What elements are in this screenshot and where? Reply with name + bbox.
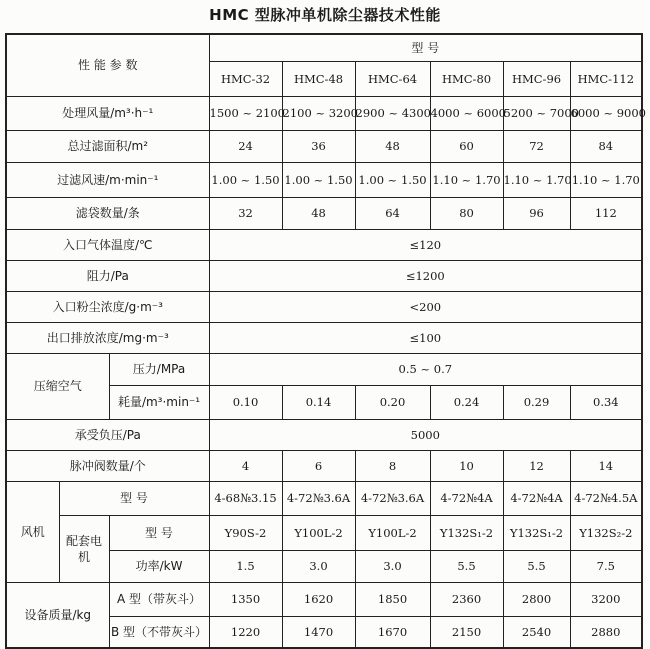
table-cell: 80	[430, 197, 503, 229]
table-cell: 0.24	[430, 385, 503, 419]
table-cell: 0.10	[209, 385, 282, 419]
row-label-pulse-valves: 脉冲阀数量/个	[6, 450, 209, 481]
table-cell: 1220	[209, 616, 282, 648]
table-cell: 60	[430, 130, 503, 162]
group-label-motor: 配套电机	[59, 515, 109, 582]
table-row	[6, 515, 642, 550]
table-cell: 1.5	[209, 550, 282, 582]
table-cell: 2540	[503, 616, 570, 648]
table-cell: 0.20	[355, 385, 430, 419]
table-cell: 1500 ~ 2100	[209, 96, 282, 130]
row-label-motor-power: 功率/kW	[109, 550, 209, 582]
table-cell: 1.00 ~ 1.50	[355, 162, 430, 197]
group-label-fan: 风机	[6, 481, 59, 582]
table-cell: Y90S-2	[209, 515, 282, 550]
table-cell: 112	[570, 197, 642, 229]
table-cell: 1620	[282, 582, 355, 616]
table-cell: 5000	[209, 419, 642, 450]
table-cell: Y132S₁-2	[503, 515, 570, 550]
table-row	[6, 162, 642, 197]
model-name: HMC-80	[430, 61, 503, 96]
spec-table	[5, 33, 646, 649]
table-cell: 2360	[430, 582, 503, 616]
table-cell: 1.00 ~ 1.50	[209, 162, 282, 197]
table-row	[6, 229, 642, 260]
row-label-motor-model: 型 号	[109, 515, 209, 550]
table-cell: 4	[209, 450, 282, 481]
table-cell: 1470	[282, 616, 355, 648]
table-cell: 1.10 ~ 1.70	[430, 162, 503, 197]
row-label-negative-pressure: 承受负压/Pa	[6, 419, 209, 450]
table-cell: 0.34	[570, 385, 642, 419]
table-row	[6, 481, 642, 515]
model-name: HMC-64	[355, 61, 430, 96]
group-label-compressed-air: 压缩空气	[6, 353, 109, 419]
table-cell: 2150	[430, 616, 503, 648]
table-cell: 6000 ~ 9000	[570, 96, 642, 130]
table-cell: ≤120	[209, 229, 642, 260]
table-cell: 4-72№3.6A	[355, 481, 430, 515]
table-cell: 3.0	[355, 550, 430, 582]
table-row	[6, 450, 642, 481]
performance-header: 性 能 参 数	[6, 34, 209, 96]
row-label-filter-velocity: 过滤风速/m·min⁻¹	[6, 162, 209, 197]
table-cell: 48	[355, 130, 430, 162]
row-label-bag-count: 滤袋数量/条	[6, 197, 209, 229]
table-row	[6, 96, 642, 130]
table-cell: 48	[282, 197, 355, 229]
table-cell: 2100 ~ 3200	[282, 96, 355, 130]
row-label-pressure: 压力/MPa	[109, 353, 209, 385]
table-cell: 8	[355, 450, 430, 481]
table-cell: 1350	[209, 582, 282, 616]
table-cell: 0.29	[503, 385, 570, 419]
table-cell: 4-68№3.15	[209, 481, 282, 515]
row-label-fan-model: 型 号	[59, 481, 209, 515]
table-cell: 72	[503, 130, 570, 162]
row-label-resistance: 阻力/Pa	[6, 260, 209, 291]
table-row	[6, 353, 642, 385]
table-cell: 5200 ~ 7000	[503, 96, 570, 130]
row-label-type-a: A 型（带灰斗）	[109, 582, 209, 616]
table-row	[6, 130, 642, 162]
table-cell: 5.5	[430, 550, 503, 582]
table-cell: 10	[430, 450, 503, 481]
table-cell: 84	[570, 130, 642, 162]
table-row	[6, 260, 642, 291]
table-cell: 4-72№4.5A	[570, 481, 642, 515]
table-cell: 3200	[570, 582, 642, 616]
page-title: HMC 型脉冲单机除尘器技术性能	[209, 6, 441, 24]
table-cell: 24	[209, 130, 282, 162]
table-cell: 2800	[503, 582, 570, 616]
row-label-outlet-emission: 出口排放浓度/mg·m⁻³	[6, 322, 209, 353]
table-cell: 3.0	[282, 550, 355, 582]
table-cell: 32	[209, 197, 282, 229]
table-cell: 1.10 ~ 1.70	[503, 162, 570, 197]
row-label-inlet-temp: 入口气体温度/℃	[6, 229, 209, 260]
table-cell: 96	[503, 197, 570, 229]
table-cell: 0.14	[282, 385, 355, 419]
table-row	[6, 197, 642, 229]
row-label-filter-area: 总过滤面积/m²	[6, 130, 209, 162]
row-label-type-b: B 型（不带灰斗）	[109, 616, 209, 648]
table-cell: 4-72№3.6A	[282, 481, 355, 515]
table-cell: 6	[282, 450, 355, 481]
table-cell: Y132S₂-2	[570, 515, 642, 550]
row-label-airflow: 处理风量/m³·h⁻¹	[6, 96, 209, 130]
table-cell: ≤1200	[209, 260, 642, 291]
table-row	[6, 291, 642, 322]
table-cell: ≤100	[209, 322, 642, 353]
table-cell: 1.10 ~ 1.70	[570, 162, 642, 197]
model-name: HMC-112	[570, 61, 642, 96]
table-row	[6, 582, 642, 616]
table-cell: 14	[570, 450, 642, 481]
table-cell: <200	[209, 291, 642, 322]
table-cell: 2880	[570, 616, 642, 648]
table-row	[6, 419, 642, 450]
table-cell: 1850	[355, 582, 430, 616]
row-label-inlet-dust: 入口粉尘浓度/g·m⁻³	[6, 291, 209, 322]
table-cell: 7.5	[570, 550, 642, 582]
model-name: HMC-48	[282, 61, 355, 96]
table-cell: 4-72№4A	[503, 481, 570, 515]
table-cell: Y100L-2	[355, 515, 430, 550]
row-label-air-consumption: 耗量/m³·min⁻¹	[109, 385, 209, 419]
table-cell: 0.5 ~ 0.7	[209, 353, 642, 385]
table-cell: 4-72№4A	[430, 481, 503, 515]
model-group-header: 型 号	[209, 34, 642, 61]
group-label-mass: 设备质量/kg	[6, 582, 109, 648]
table-cell: 2900 ~ 4300	[355, 96, 430, 130]
table-cell: 5.5	[503, 550, 570, 582]
table-cell: 12	[503, 450, 570, 481]
table-cell: 4000 ~ 6000	[430, 96, 503, 130]
table-cell: 1670	[355, 616, 430, 648]
table-cell: 1.00 ~ 1.50	[282, 162, 355, 197]
header-row	[6, 34, 642, 61]
table-cell: Y132S₁-2	[430, 515, 503, 550]
model-name: HMC-32	[209, 61, 282, 96]
model-name: HMC-96	[503, 61, 570, 96]
table-row	[6, 322, 642, 353]
table-cell: 36	[282, 130, 355, 162]
table-cell: Y100L-2	[282, 515, 355, 550]
table-cell: 64	[355, 197, 430, 229]
